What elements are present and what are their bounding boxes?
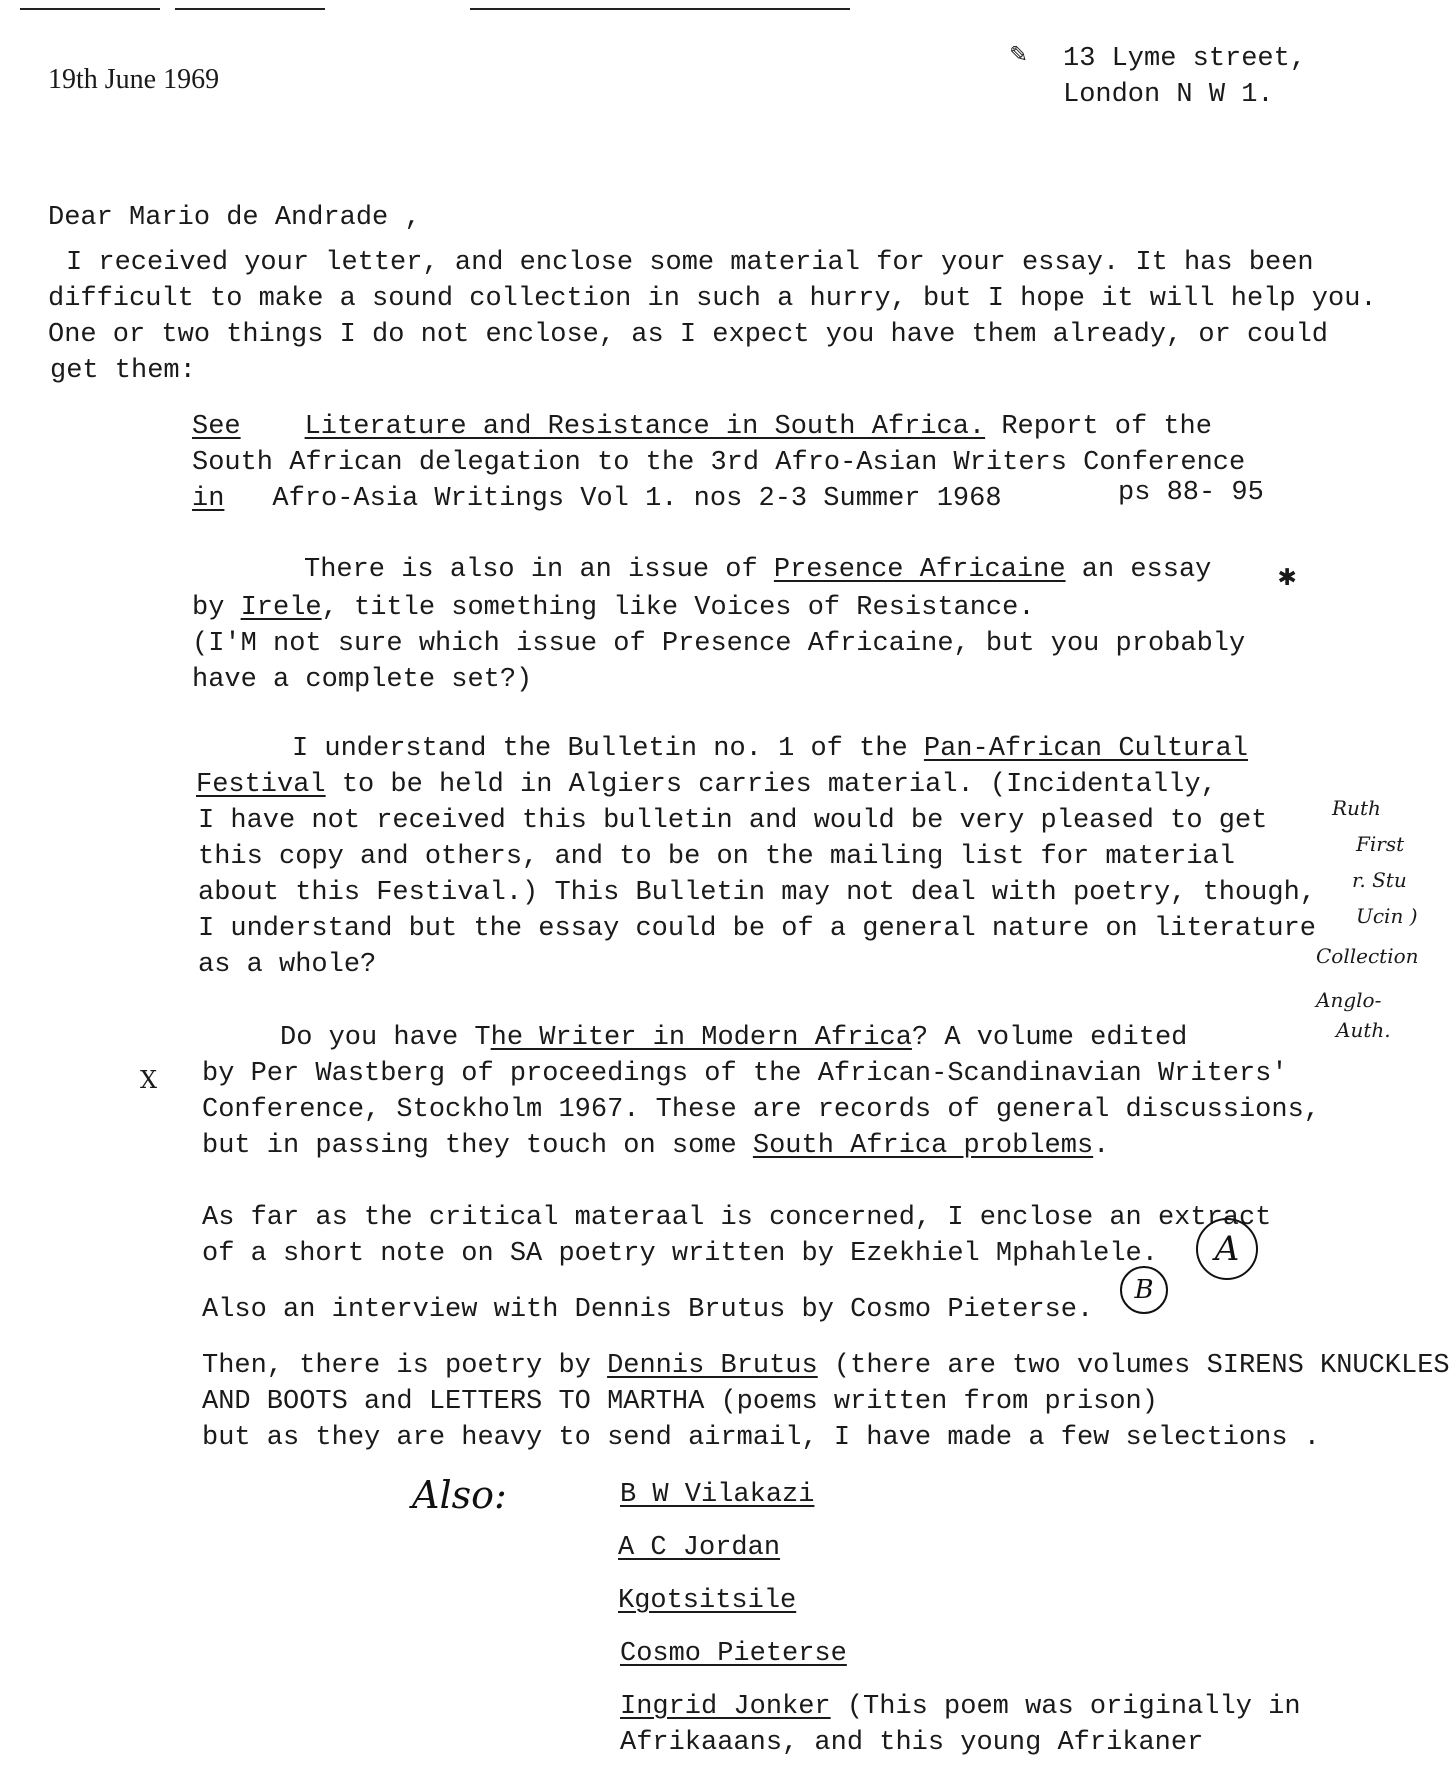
poet-jonker: Ingrid Jonker [620,1692,831,1722]
address-line-2: London N W 1. [1063,80,1274,110]
circled-letter-b: B [1120,1266,1168,1314]
letter-date: 19th June 1969 [48,64,220,95]
writer-line-4: but in passing they touch on some South Africa problems. [202,1131,1110,1161]
in-word: in [192,484,225,514]
south-africa-problems: South Africa problems [752,1131,1094,1161]
address-line-1: 13 Lyme street, [1063,44,1307,74]
writer-line-2: by Per Wastberg of proceedings of the African-Scandinavian Writers' [202,1059,1288,1089]
reference-line-1 [192,414,1212,441]
poet-kgotsitsile: Kgotsitsile [618,1586,797,1616]
poetry-line-3: but as they are heavy to send airmail, I have made a few selections . [202,1423,1320,1453]
critical-line-2: of a short note on SA poetry written by Ezekhiel Mphahlele. [202,1239,1158,1269]
festival-title-part-1: Pan-African Cultural [923,734,1248,764]
writer-line-3: Conference, Stockholm 1967. These are records of general discussions, [202,1095,1320,1125]
dennis-brutus-name: Dennis Brutus [607,1351,818,1381]
top-rule [175,8,325,10]
bulletin-line-6: I understand but the essay could be of a general nature on literature [198,914,1316,944]
top-rule [20,8,160,10]
journal-citation: Afro-Asia Writings Vol 1. nos 2-3 Summer 1968 [272,484,1002,514]
interview-line: Also an interview with Dennis Brutus by Cosmo Pieterse. [202,1295,1094,1325]
poetry-line-1: Then, there is poetry by Dennis Brutus (there are two volumes SIRENS KNUCKLES [202,1351,1450,1381]
poet-jordan: A C Jordan [618,1533,781,1563]
writer-margin-x: X [140,1066,158,1094]
writer-in-modern-africa-title: he Writer in Modern Africa [490,1023,912,1053]
intro-line-1: I received your letter, and enclose some material for your essay. It has been [66,248,1314,278]
circled-letter-a: A [1196,1218,1258,1280]
reference-line-2: South African delegation to the 3rd Afro-Asian Writers Conference [192,448,1246,478]
jonker-note-line-2: Afrikaaans, and this young Afrikaner [620,1728,1204,1758]
reference-rest: Report of the [985,412,1212,442]
irele-name: Irele [240,593,322,623]
presence-line-3: (I'M not sure which issue of Presence Africaine, but you probably [192,629,1246,659]
presence-line-2: by Irele, title something like Voices of Resistance. [192,593,1035,623]
poet-jonker-line: Ingrid Jonker (This poem was originally in [620,1692,1301,1722]
address-mark: ✎ [1010,40,1027,71]
poet-pieterse: Cosmo Pieterse [620,1639,847,1669]
reference-pages: ps 88- 95 [1118,478,1264,508]
intro-line-3: One or two things I do not enclose, as I expect you have them already, or could [48,320,1329,350]
salutation: Dear Mario de Andrade , [48,203,421,233]
bulletin-line-1: I understand the Bulletin no. 1 of the Pan-African Cultural [292,734,1248,764]
bulletin-line-7: as a whole? [198,950,377,980]
bulletin-line-2: Festival to be held in Algiers carries material. (Incidentally, [196,770,1217,800]
see-word: See [192,412,241,442]
presence-line-4: have a complete set?) [192,665,533,695]
intro-line-2: difficult to make a sound collection in such a hurry, but I hope it will help you. [48,284,1377,314]
poet-vilakazi: B W Vilakazi [620,1480,815,1510]
bulletin-line-3: I have not received this bulletin and would be very pleased to get [198,806,1268,836]
bulletin-line-4: this copy and others, and to be on the mailing list for material [198,842,1235,872]
reference-title: Literature and Resistance in South Africa. [304,412,986,442]
poetry-line-2: AND BOOTS and LETTERS TO MARTHA (poems written from prison) [202,1387,1158,1417]
reference-line-3 [192,486,1002,513]
critical-line-1: As far as the critical materaal is concerned, I enclose an extract [202,1203,1272,1233]
intro-line-4: get them: [50,356,196,386]
bulletin-line-5: about this Festival.) This Bulletin may not deal with poetry, though, [198,878,1316,908]
writer-line-1: Do you have The Writer in Modern Africa? A volume edited [280,1023,1188,1053]
margin-handwritten-note: Ruth First r. Stu Ucin ) Collection Anglo- Auth. [1316,796,1419,1042]
presence-africaine-title: Presence Africaine [773,555,1066,585]
also-handwritten: Also: [412,1473,507,1517]
top-rule [470,8,850,10]
presence-margin-mark: ✱ [1278,561,1297,595]
festival-title-part-2: Festival [196,770,326,800]
presence-line-1: There is also in an issue of Presence Africaine an essay [304,555,1212,585]
